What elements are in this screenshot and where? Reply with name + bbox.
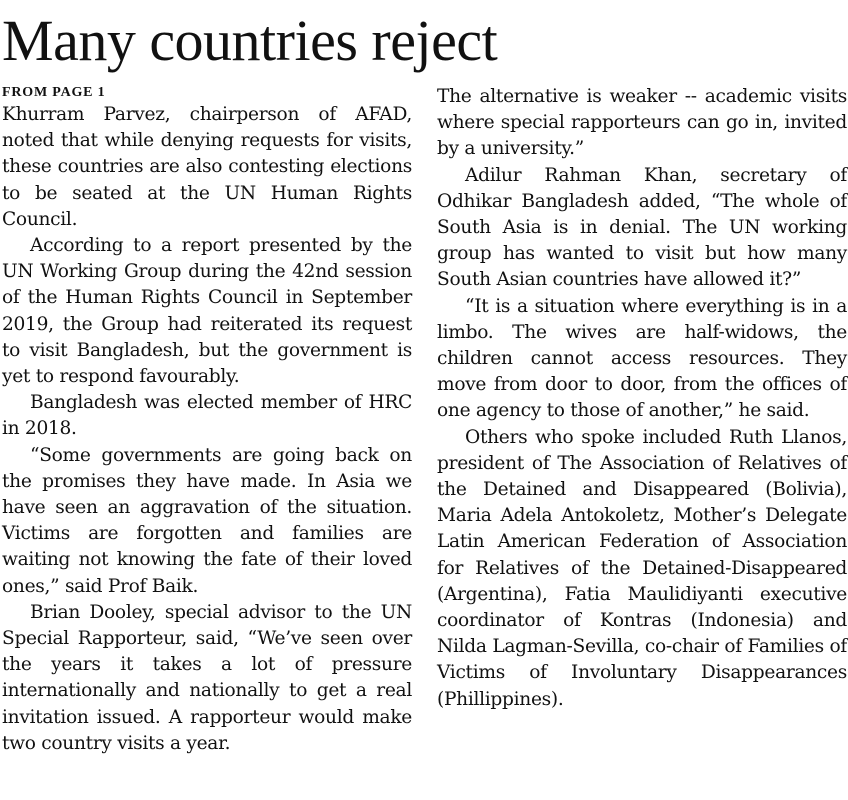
paragraph: Khurram Parvez, chairperson of AFAD, noted that while denying requests for visits, these countries are also contesting elections to be seated at the UN Human Rights Council. xyxy=(2,104,412,230)
left-column xyxy=(2,84,412,757)
paragraph: The alternative is weaker -- academic visits where special rapporteurs can go in, invited by a university.” xyxy=(437,86,847,160)
paragraph: According to a report presented by the UN Working Group during the 42nd session of the Human Rights Council in September 2019, the Group had reiterated its request to visit Bangladesh, but the government is yet to respond favourably. xyxy=(2,235,412,388)
headline: Many countries reject xyxy=(2,8,498,73)
paragraph: “Some governments are going back on the promises they have made. In Asia we have seen an aggravation of the situation. Victims are forgotten and families are waiting not knowing the fate of their loved ones,” said Prof Baik. xyxy=(2,444,412,597)
paragraph: Adilur Rahman Khan, secretary of Odhikar Bangladesh added, “The whole of South Asia is in denial. The UN working group has wanted to visit but how many South Asian countries have allowed it?” xyxy=(437,164,847,291)
paragraph: Bangladesh was elected member of HRC in 2018. xyxy=(2,392,412,440)
right-column xyxy=(437,84,847,713)
paragraph: Others who spoke included Ruth Llanos, president of The Association of Relatives of the Detained and Disappeared (Bolivia), Maria Adela Antokoletz, Mother’s Delegate Latin American Federation of Association for Relatives of the Detained-Disappeared (Argentina), Fatia Maulidiyanti executive coordinator of Kontras (Indonesia) and Nilda Lagman-Sevilla, co-chair of Families of Victims of Involuntary Disappearances (Phillippines). xyxy=(437,426,847,710)
paragraph: Brian Dooley, special advisor to the UN Special Rapporteur, said, “We’ve seen over the years it takes a lot of pressure internationally and nationally to get a real invitation issued. A rapporteur would make two country visits a year. xyxy=(2,601,412,754)
kicker: FROM PAGE 1 xyxy=(2,85,106,100)
paragraph: “It is a situation where everything is in a limbo. The wives are half-widows, the children cannot access resources. They move from door to door, from the offices of one agency to those of another,” he said. xyxy=(437,295,847,422)
